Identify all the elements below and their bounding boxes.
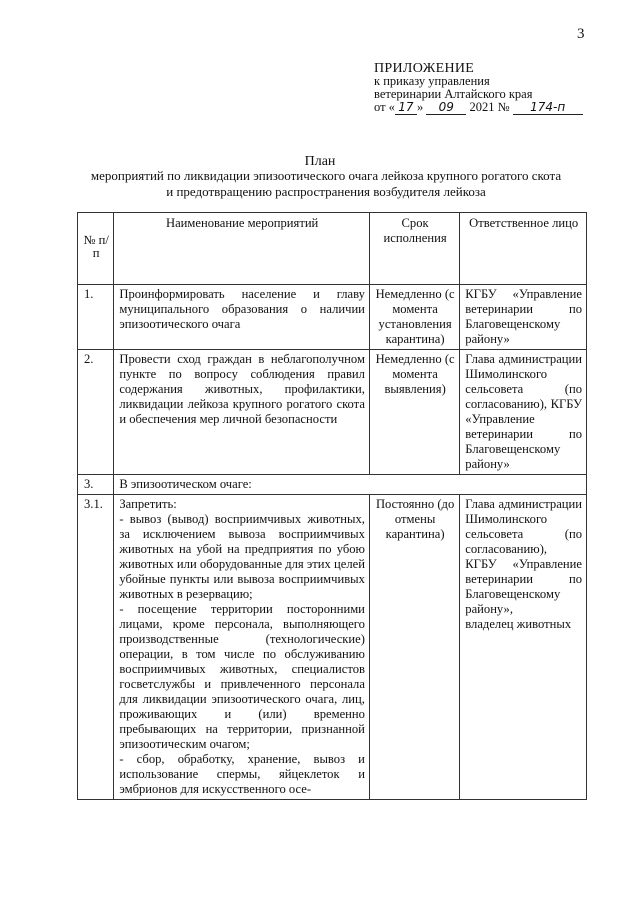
- appendix-date-line: [374, 101, 614, 115]
- row-term: Постоянно (до отмены карантина): [369, 495, 459, 800]
- responsible-line: КГБУ «Управление ветеринарии по Благовещенскому району»,: [465, 557, 582, 616]
- row-num: 3.: [78, 475, 114, 495]
- row-name: [114, 495, 370, 800]
- row-responsible: КГБУ «Управление ветеринарии по Благовещенскому району»: [460, 285, 587, 350]
- date-year: 2021 №: [469, 100, 510, 114]
- plan-title: План: [304, 154, 336, 169]
- row-responsible: [460, 495, 587, 800]
- prohibit-item: - сбор, обработку, хранение, вывоз и использование спермы, яйцеклеток и эмбрионов для искусственного осе-: [119, 752, 365, 796]
- table-row: [78, 285, 587, 350]
- page-number: 3: [577, 26, 585, 42]
- header-name: Наименование мероприятий: [114, 213, 370, 285]
- table-row: [78, 350, 587, 475]
- plan-subtitle-line-1: мероприятий по ликвидации эпизоотического очага лейкоза крупного рогатого скота: [90, 168, 562, 183]
- prohibit-item: - посещение территории посторонними лицами, кроме персонала, выполняющего производственные (технологические) операции, в том числе по обслуживанию восприимчивых животных, специалистов госветслужбы и привлеченного персонала для ликвидации эпизоотического очага, лиц, проживающих и (или) временно пребывающих на территории, признанной эпизоотическим очагом;: [119, 602, 365, 751]
- appendix-title: ПРИЛОЖЕНИЕ: [374, 61, 475, 76]
- table-row: [78, 495, 587, 800]
- row-responsible: Глава администрации Шимолинского сельсовета (по согласованию), КГБУ «Управление ветеринарии по Благовещенскому району»: [460, 350, 587, 475]
- plan-subtitle: [40, 168, 612, 200]
- header-num: № п/п: [78, 213, 114, 285]
- responsible-line: владелец животных: [465, 617, 572, 631]
- date-mid: »: [416, 100, 424, 114]
- header-term: Срок исполнения: [369, 213, 459, 285]
- table-header-row: [78, 213, 587, 285]
- row-name: Проинформировать население и главу муниципального образования о наличии эпизоотического очага: [114, 285, 370, 350]
- row-num: 3.1.: [78, 495, 114, 800]
- measures-table: [77, 212, 587, 800]
- table-row: [78, 475, 587, 495]
- row-name: Провести сход граждан в неблагополучном пункте по вопросу соблюдения правил содержания животных, профилактики, ликвидации лейкоза крупного рогатого скота и обеспечения мер личной безопасности: [114, 350, 370, 475]
- row-num: 1.: [78, 285, 114, 350]
- row-term: Немедленно (с момента выявления): [369, 350, 459, 475]
- row-name-section: В эпизоотическом очаге:: [114, 475, 587, 495]
- appendix-line-department: ветеринарии Алтайского края: [374, 87, 533, 101]
- prohibit-item: - вывоз (вывод) восприимчивых животных, за исключением вывоза восприимчивых животных на убой на предприятия по убою животных или оборудованные для этих целей убойные пункты или вывоза восприимчивых животных в резервацию;: [119, 512, 365, 601]
- row-num: 2.: [78, 350, 114, 475]
- date-day: 17: [395, 101, 417, 115]
- header-responsible: Ответственное лицо: [460, 213, 587, 285]
- date-month: 09: [426, 101, 466, 115]
- row-term: Немедленно (с момента установления карантина): [369, 285, 459, 350]
- prohibit-intro: Запретить:: [119, 497, 177, 511]
- appendix-block: [374, 62, 614, 115]
- appendix-line-order: к приказу управления: [374, 74, 490, 88]
- order-number: 174-п: [513, 101, 583, 115]
- date-prefix: от «: [374, 100, 395, 114]
- plan-subtitle-line-2: и предотвращению распространения возбудителя лейкоза: [166, 184, 486, 199]
- responsible-line: Глава администрации Шимолинского сельсовета (по согласованию),: [465, 497, 582, 556]
